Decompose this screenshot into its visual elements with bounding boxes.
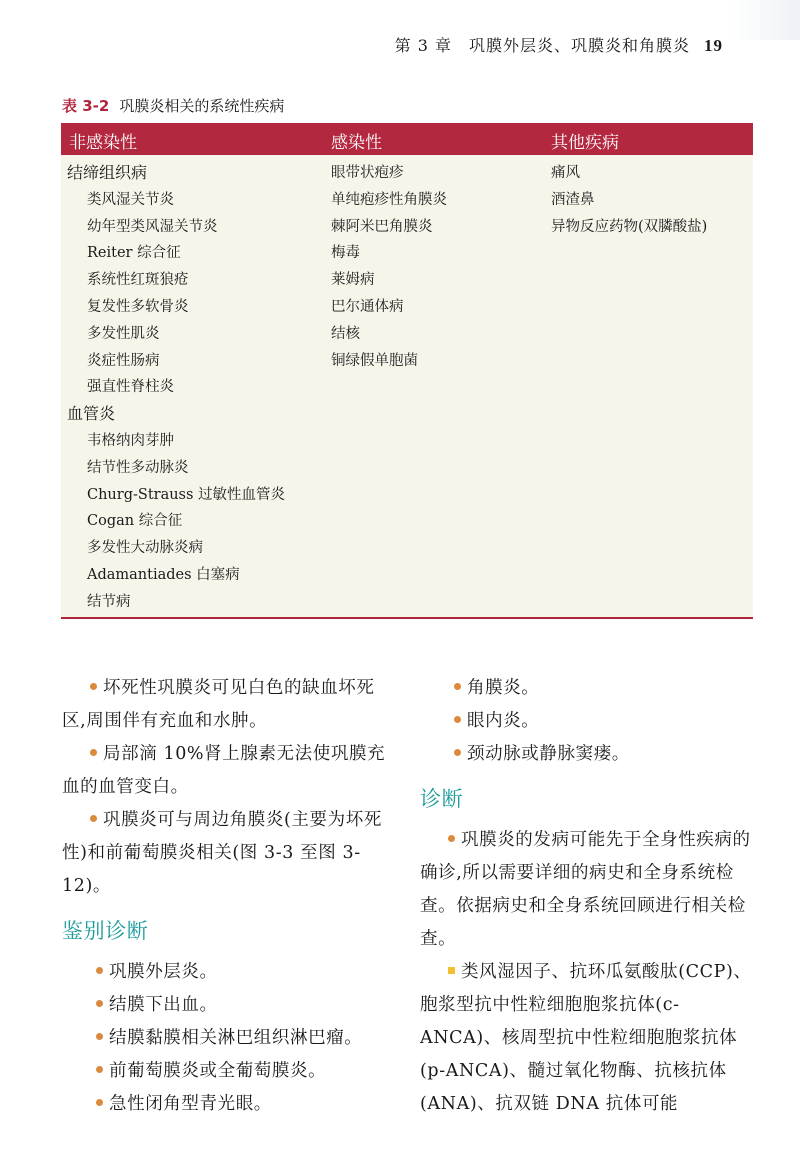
table-cell: Churg-Strauss 过敏性血管炎 [87,486,286,503]
bullet-icon [454,749,461,756]
bullet-icon [96,1033,103,1040]
bullet-icon [96,1000,103,1007]
running-header [300,33,723,56]
table-cell: 巴尔通体病 [331,298,404,315]
noninfectious-column [67,160,285,616]
section-heading-differential: 鉴别诊断 [62,919,149,943]
category-vasculitis: 血管炎 [67,404,116,424]
table-cell: 结核 [331,325,360,342]
table-cell: 强直性脊柱炎 [87,379,174,396]
paragraph: 巩膜炎的发病可能先于全身性疾病的确诊,所以需要详细的病史和全身系统检查。依据病史和全身系统回顾进行相关检查。 [420,830,751,949]
list-item: 结膜下出血。 [62,989,398,1022]
bullet-icon [90,749,97,756]
table-cell: 结节性多动脉炎 [87,459,189,476]
right-column [420,672,756,1121]
table-cell: Cogan 综合征 [87,513,183,530]
column-header-other: 其他疾病 [551,133,619,153]
table-cell: 铜绿假单胞菌 [331,352,418,369]
table-cell: Reiter 综合征 [87,245,181,262]
infectious-column [331,160,447,374]
table-cell: 眼带状疱疹 [331,165,404,181]
table-cell: 系统性红斑狼疮 [87,272,189,289]
table-cell: 梅毒 [331,245,360,262]
table-caption [62,95,284,116]
column-header-infectious: 感染性 [331,133,382,153]
category-connective-tissue: 结缔组织病 [67,163,148,182]
page-number: 19 [704,36,723,55]
table-cell: 棘阿米巴角膜炎 [331,218,433,235]
table-cell: 复发性多软骨炎 [87,298,189,315]
list-item: 急性闭角型青光眼。 [62,1088,398,1121]
bullet-icon [454,683,461,690]
list-item: 结膜黏膜相关淋巴组织淋巴瘤。 [62,1022,398,1055]
bullet-icon [448,835,455,842]
bullet-icon [96,967,103,974]
table-cell: 结节病 [87,593,131,610]
table-cell: 莱姆病 [331,272,375,289]
table-cell: 炎症性肠病 [87,352,160,369]
table-cell: 酒渣鼻 [551,191,595,208]
page-corner-shade [730,0,800,40]
bullet-icon [90,683,97,690]
square-bullet-icon [448,967,455,974]
left-column [62,672,398,1121]
list-item: 前葡萄膜炎或全葡萄膜炎。 [62,1055,398,1088]
table-cell: 韦格纳肉芽肿 [87,432,174,449]
list-item: 眼内炎。 [420,705,756,738]
table-cell: Adamantiades 白塞病 [87,566,240,583]
list-item: 角膜炎。 [420,672,756,705]
table-label: 表 3-2 [62,97,110,115]
disease-table [61,123,753,619]
paragraph: 类风湿因子、抗环瓜氨酸肽(CCP)、胞浆型抗中性粒细胞胞浆抗体(c-ANCA)、核周型抗中性粒细胞胞浆抗体(p-ANCA)、髓过氧化物酶、抗核抗体(ANA)、抗双链 DNA 抗体可能 [420,962,752,1114]
bullet-icon [90,815,97,822]
paragraph: 局部滴 10%肾上腺素无法使巩膜充血的血管变白。 [62,744,386,797]
paragraph: 巩膜炎可与周边角膜炎(主要为坏死性)和前葡萄膜炎相关(图 3-3 至图 3-12)。 [62,810,382,896]
bullet-icon [96,1099,103,1106]
list-item: 巩膜外层炎。 [62,956,398,989]
table-cell: 幼年型类风湿关节炎 [87,218,218,235]
table-cell: 单纯疱疹性角膜炎 [331,191,447,208]
list-item: 颈动脉或静脉窦瘘。 [420,738,756,771]
chapter-title: 第 3 章 巩膜外层炎、巩膜炎和角膜炎 [394,36,690,55]
column-header-noninfectious: 非感染性 [69,133,137,153]
bullet-icon [454,716,461,723]
table-cell: 多发性大动脉炎病 [87,540,203,557]
table-title: 巩膜炎相关的系统性疾病 [119,97,285,115]
section-heading-diagnosis: 诊断 [420,787,464,811]
table-cell: 异物反应药物(双膦酸盐) [551,218,708,235]
bullet-icon [96,1066,103,1073]
table-cell: 类风湿关节炎 [87,191,174,208]
paragraph: 坏死性巩膜炎可见白色的缺血坏死区,周围伴有充血和水肿。 [62,678,375,731]
table-header-row [61,123,753,155]
other-column [551,160,707,240]
table-cell: 多发性肌炎 [87,325,160,342]
table-cell: 痛风 [551,165,580,181]
